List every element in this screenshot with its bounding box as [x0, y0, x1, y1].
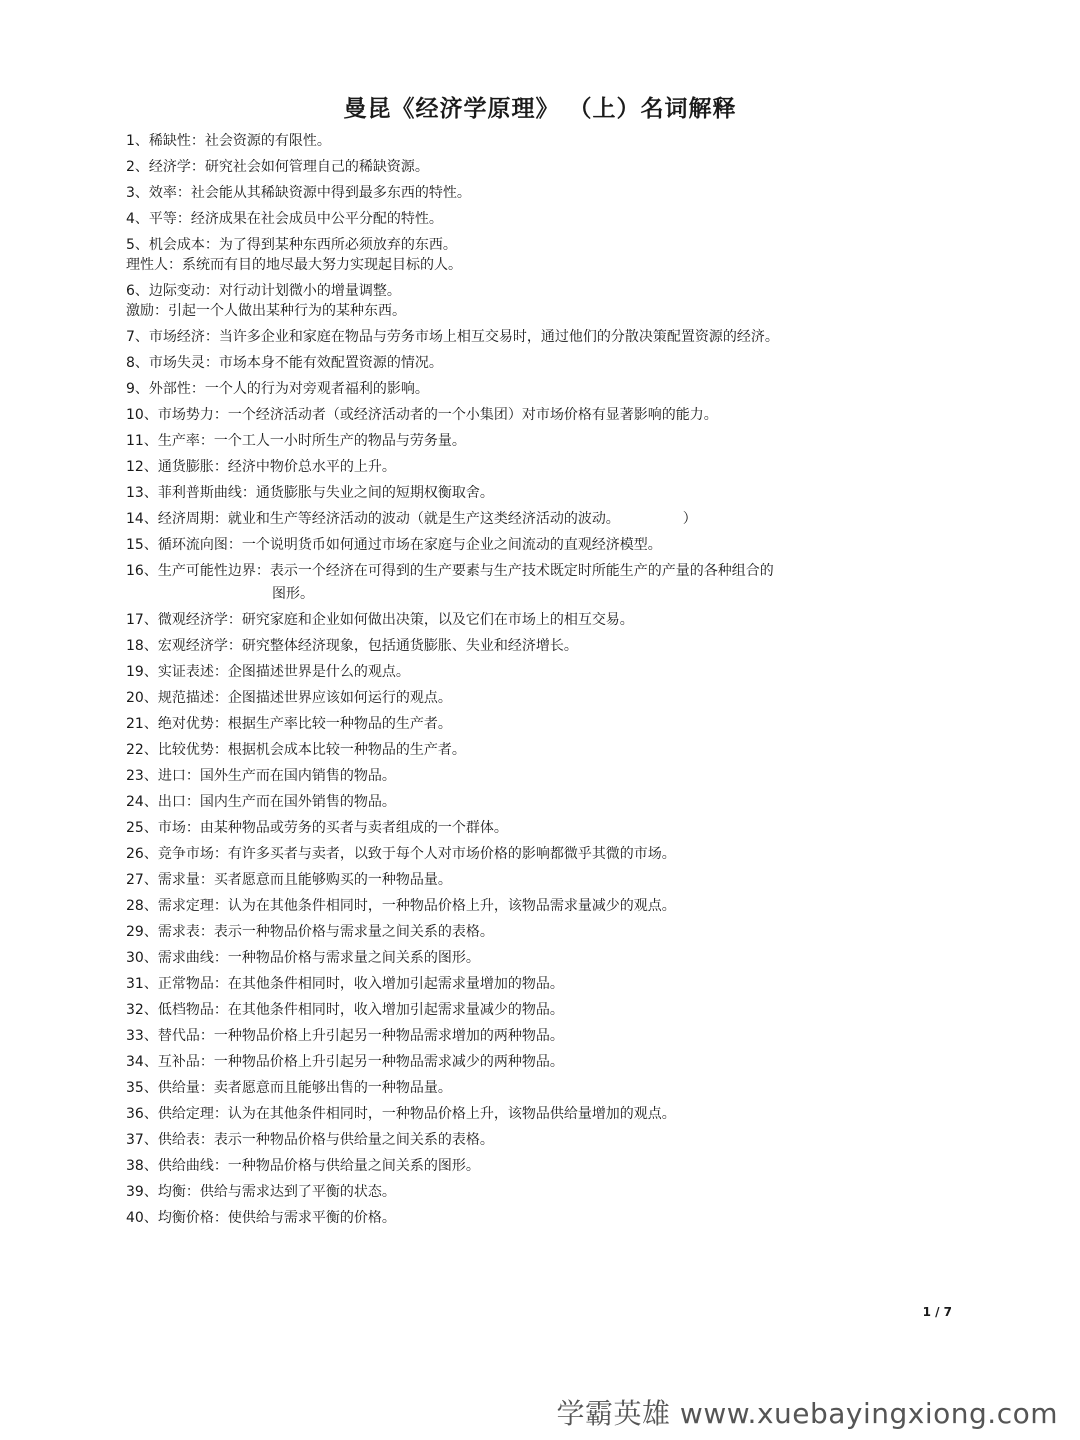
entry-text: 7、市场经济：当许多企业和家庭在物品与劳务市场上相互交易时，通过他们的分散决策配置资源的经济。 [126, 329, 779, 345]
list-item [126, 237, 886, 254]
entry-text: 40、均衡价格：使供给与需求平衡的价格。 [126, 1210, 396, 1226]
entry-text: 31、正常物品：在其他条件相同时，收入增加引起需求量增加的物品。 [126, 976, 564, 992]
list-item [126, 924, 886, 941]
list-item [126, 898, 886, 915]
list-item [126, 664, 886, 681]
list-item [126, 511, 886, 528]
entry-text: 16、生产可能性边界：表示一个经济在可得到的生产要素与生产技术既定时所能生产的产量的各种组合的 [126, 563, 774, 579]
entry-text: 18、宏观经济学：研究整体经济现象，包括通货膨胀、失业和经济增长。 [126, 638, 578, 654]
entry-text: 21、绝对优势：根据生产率比较一种物品的生产者。 [126, 716, 452, 732]
site-watermark: 学霸英雄 www.xuebayingxiong.com [556, 1397, 1058, 1430]
entry-text: 23、进口：国外生产而在国内销售的物品。 [126, 768, 396, 784]
entry-text: 32、低档物品：在其他条件相同时，收入增加引起需求量减少的物品。 [126, 1002, 564, 1018]
entry-text: 25、市场：由某种物品或劳务的买者与卖者组成的一个群体。 [126, 820, 508, 836]
list-item [126, 846, 886, 863]
entry-text: 8、市场失灵：市场本身不能有效配置资源的情况。 [126, 355, 443, 371]
list-item [126, 283, 886, 300]
entry-text: 12、通货膨胀：经济中物价总水平的上升。 [126, 459, 396, 475]
list-item [126, 690, 886, 707]
entry-text: 34、互补品：一种物品价格上升引起另一种物品需求减少的两种物品。 [126, 1054, 564, 1070]
entry-text: 5、机会成本：为了得到某种东西所必须放弃的东西。 [126, 237, 457, 253]
list-item [126, 159, 886, 176]
entry-text: 29、需求表：表示一种物品价格与需求量之间关系的表格。 [126, 924, 494, 940]
list-item [126, 381, 886, 398]
list-item [126, 537, 886, 554]
list-item [126, 433, 886, 450]
entry-text: 15、循环流向图：一个说明货币如何通过市场在家庭与企业之间流动的直观经济模型。 [126, 537, 662, 553]
list-item [126, 742, 886, 759]
entry-text: 20、规范描述：企图描述世界应该如何运行的观点。 [126, 690, 452, 706]
entry-text: 10、市场势力：一个经济活动者（或经济活动者的一个小集团）对市场价格有显著影响的能力。 [126, 407, 718, 423]
list-item [126, 185, 886, 202]
list-item [126, 211, 886, 228]
entry-text: 17、微观经济学：研究家庭和企业如何做出决策，以及它们在市场上的相互交易。 [126, 612, 634, 628]
entry-text: 26、竞争市场：有许多买者与卖者，以致于每个人对市场价格的影响都微乎其微的市场。 [126, 846, 676, 862]
entry-text: 28、需求定理：认为在其他条件相同时，一种物品价格上升，该物品需求量减少的观点。 [126, 898, 676, 914]
entry-text: 37、供给表：表示一种物品价格与供给量之间关系的表格。 [126, 1132, 494, 1148]
entry-text: 13、菲利普斯曲线：通货膨胀与失业之间的短期权衡取舍。 [126, 485, 494, 501]
entry-text: 3、效率：社会能从其稀缺资源中得到最多东西的特性。 [126, 185, 471, 201]
entry-text: 理性人：系统而有目的地尽最大努力实现起目标的人。 [126, 257, 462, 273]
list-item [126, 1158, 886, 1175]
list-item [126, 872, 886, 889]
entry-text: 39、均衡：供给与需求达到了平衡的状态。 [126, 1184, 396, 1200]
list-item [126, 1028, 886, 1045]
entry-text: 19、实证表述：企图描述世界是什么的观点。 [126, 664, 410, 680]
list-item [126, 1132, 886, 1149]
entry-text: 27、需求量：买者愿意而且能够购买的一种物品量。 [126, 872, 452, 888]
list-item [126, 950, 886, 967]
list-item [126, 459, 886, 476]
list-item [126, 1210, 886, 1227]
page-number: 1 / 7 [922, 1305, 952, 1319]
list-item [126, 485, 886, 502]
list-item [126, 638, 886, 655]
entry-text: 6、边际变动：对行动计划微小的增量调整。 [126, 283, 401, 299]
list-item [126, 407, 886, 424]
list-item [126, 1106, 886, 1123]
entry-text: 22、比较优势：根据机会成本比较一种物品的生产者。 [126, 742, 466, 758]
list-item [126, 355, 886, 372]
entry-text: 2、经济学：研究社会如何管理自己的稀缺资源。 [126, 159, 429, 175]
entry-text: 24、出口：国内生产而在国外销售的物品。 [126, 794, 396, 810]
list-item [126, 794, 886, 811]
entry-text: 36、供给定理：认为在其他条件相同时，一种物品价格上升，该物品供给量增加的观点。 [126, 1106, 676, 1122]
list-item [126, 329, 886, 346]
entry-text: 33、替代品：一种物品价格上升引起另一种物品需求增加的两种物品。 [126, 1028, 564, 1044]
list-item [126, 1054, 886, 1071]
list-item [126, 303, 886, 320]
list-item [126, 563, 886, 603]
entry-text: 1、稀缺性：社会资源的有限性。 [126, 133, 331, 149]
list-item [126, 1184, 886, 1201]
entry-text: 35、供给量：卖者愿意而且能够出售的一种物品量。 [126, 1080, 452, 1096]
definition-list [126, 133, 886, 1236]
list-item [126, 257, 886, 274]
list-item [126, 133, 886, 150]
list-item [126, 1002, 886, 1019]
document-title: 曼昆《经济学原理》 （上）名词解释 [343, 96, 737, 122]
entry-text: 30、需求曲线：一种物品价格与需求量之间关系的图形。 [126, 950, 480, 966]
entry-text: 9、外部性：一个人的行为对旁观者福利的影响。 [126, 381, 429, 397]
entry-text: 38、供给曲线：一种物品价格与供给量之间关系的图形。 [126, 1158, 480, 1174]
entry-text: 激励：引起一个人做出某种行为的某种东西。 [126, 303, 406, 319]
entry-continuation: 图形。 [272, 586, 314, 602]
entry-text: 4、平等：经济成果在社会成员中公平分配的特性。 [126, 211, 443, 227]
list-item [126, 716, 886, 733]
list-item [126, 1080, 886, 1097]
list-item [126, 976, 886, 993]
entry-text: 11、生产率：一个工人一小时所生产的物品与劳务量。 [126, 433, 466, 449]
list-item [126, 768, 886, 785]
entry-text: 14、经济周期：就业和生产等经济活动的波动（就是生产这类经济活动的波动。 ） [126, 511, 697, 527]
list-item [126, 612, 886, 629]
list-item [126, 820, 886, 837]
